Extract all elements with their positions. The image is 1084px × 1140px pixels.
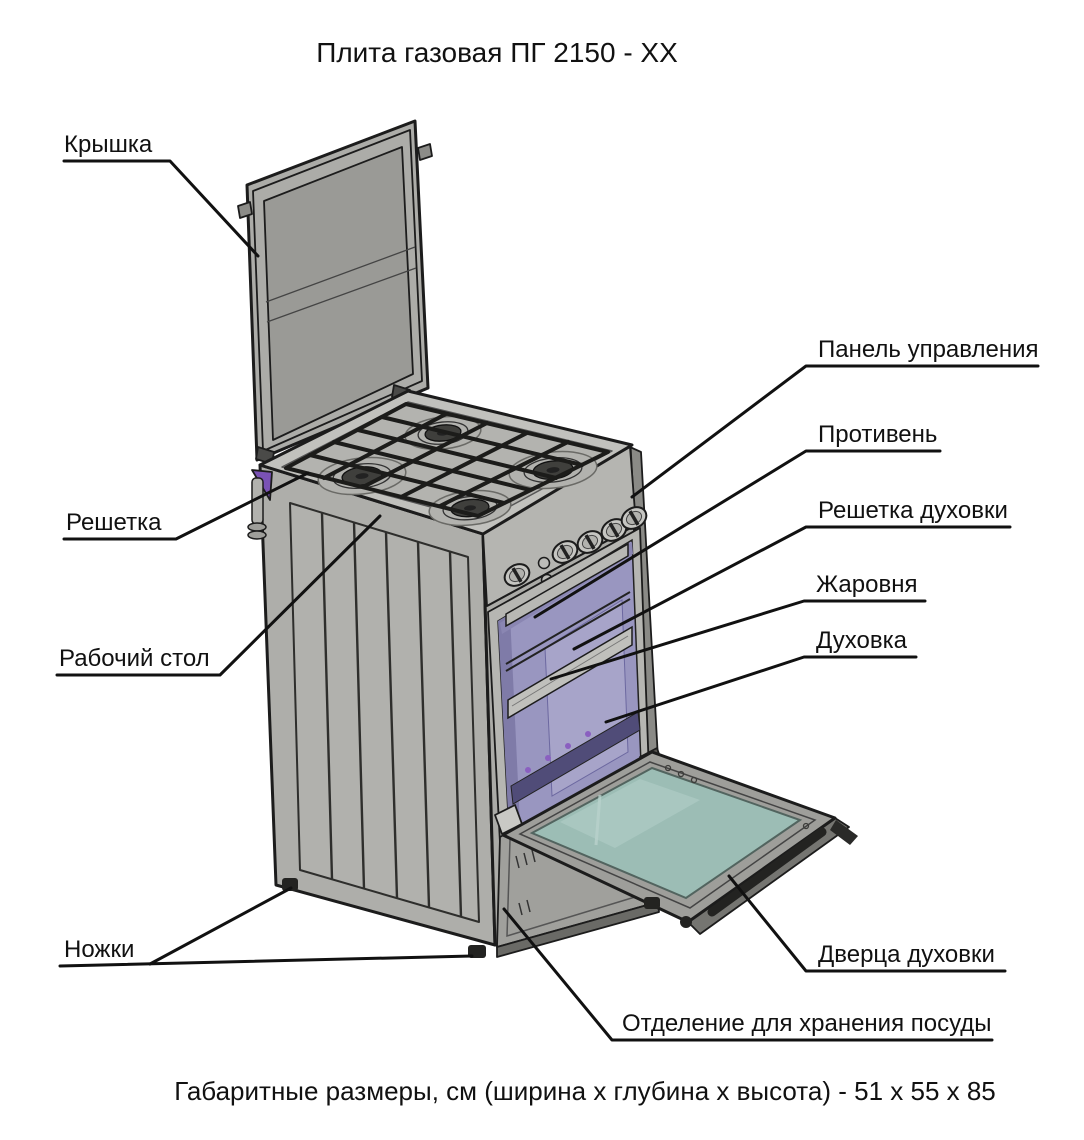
door-support-foot bbox=[680, 916, 692, 928]
callout-legs-leader-left bbox=[150, 888, 291, 964]
gas-pipe-fitting-2 bbox=[248, 531, 266, 539]
callout-lid-leader bbox=[64, 161, 258, 256]
callout-oven-rack-label: Решетка духовки bbox=[818, 497, 1008, 524]
callout-legs-label: Ножки bbox=[64, 936, 135, 963]
callout-baking-tray-label: Противень bbox=[818, 421, 938, 448]
page-title: Плита газовая ПГ 2150 - ХХ bbox=[316, 37, 678, 68]
callout-oven-door bbox=[729, 876, 1005, 971]
callout-grate-label: Решетка bbox=[66, 509, 162, 536]
ignition-button bbox=[539, 558, 550, 569]
callout-control-panel-label: Панель управления bbox=[818, 336, 1039, 363]
callout-oven-door-label: Дверца духовки bbox=[818, 941, 995, 968]
gas-pipe-fitting-1 bbox=[248, 523, 266, 531]
callout-worktop-label: Рабочий стол bbox=[59, 645, 210, 672]
leg-right bbox=[644, 897, 660, 909]
callout-oven-label: Духовка bbox=[816, 627, 907, 654]
callout-lid-label: Крышка bbox=[64, 131, 153, 158]
callout-lid bbox=[64, 131, 258, 256]
callout-storage-label: Отделение для хранения посуды bbox=[622, 1010, 992, 1037]
callout-control-panel bbox=[632, 336, 1038, 497]
callout-roasting-pan-label: Жаровня bbox=[816, 571, 918, 598]
dimensions-note: Габаритные размеры, см (ширина х глубина х высота) - 51 х 55 х 85 bbox=[174, 1076, 996, 1106]
lid-corner-nub bbox=[418, 144, 432, 160]
lid-latch-tab bbox=[238, 202, 252, 218]
